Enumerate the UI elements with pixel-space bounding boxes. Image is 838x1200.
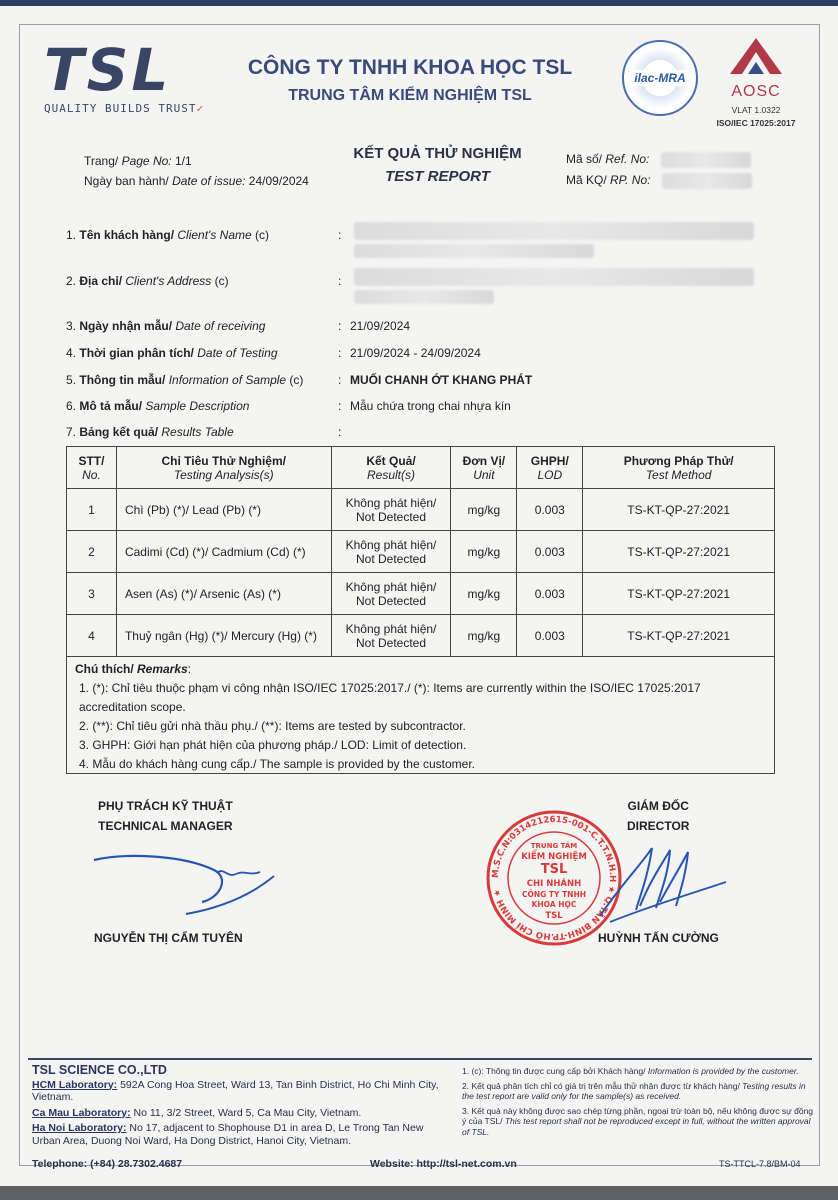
- cell-lod: 0.003: [517, 531, 583, 573]
- stamp-line: TSL: [540, 862, 568, 877]
- tsl-logo: [44, 36, 205, 115]
- aosc-iso: ISO/IEC 17025:2017: [716, 118, 796, 128]
- report-meta-right: [566, 149, 752, 191]
- check-icon: ✓: [196, 102, 205, 115]
- center-name: TRUNG TÂM KIỂM NGHIỆM TSL: [288, 87, 532, 104]
- cell-unit: mg/kg: [451, 615, 517, 657]
- client-name-redacted: [354, 222, 754, 240]
- technical-manager-name: NGUYỄN THỊ CẨM TUYÊN: [94, 931, 243, 945]
- cell-no: 2: [67, 531, 117, 573]
- remark-item: 3. GHPH: Giới hạn phát hiện của phương pháp./ LOD: Limit of detection.: [79, 738, 467, 752]
- footer-website-link[interactable]: Website: http://tsl-net.com.vn: [370, 1158, 517, 1170]
- footer-divider: [28, 1058, 812, 1060]
- cell-result: Không phát hiện/ Not Detected: [331, 531, 451, 573]
- logo-tagline: QUALITY BUILDS TRUST✓: [44, 102, 205, 115]
- aosc-accreditation-mark: [706, 36, 806, 128]
- cell-no: 1: [67, 489, 117, 531]
- page-number: 1/1: [174, 154, 192, 168]
- footer-lab-camau: Ca Mau Laboratory: No 11, 3/2 Street, Ward 5, Ca Mau City, Vietnam.: [32, 1106, 362, 1119]
- stamp-line: CHI NHÁNH: [526, 879, 582, 889]
- cell-method: TS-KT-QP-27:2021: [583, 573, 775, 615]
- results-table: [66, 446, 775, 657]
- company-heading: [210, 56, 610, 105]
- ref-number-line: Mã số/ Ref. No:: [566, 149, 752, 170]
- footer-note: 3. Kết quả này không được sao chép từng phần, ngoại trừ toàn bộ, nếu không được sự đồng ý của TSL/ This test report shall not be reproduced except in full, without the written approval of TSL.: [462, 1105, 814, 1137]
- report-title-vi: KẾT QUẢ THỬ NGHIỆM: [353, 145, 522, 162]
- page-number-line: Trang/ Page No: 1/1: [84, 154, 192, 168]
- header-lod: GHPH/ LOD: [517, 447, 583, 489]
- cell-lod: 0.003: [517, 489, 583, 531]
- remark-item: 2. (**): Chỉ tiêu gửi nhà thầu phụ./ (**): Items are tested by subcontractor.: [79, 719, 466, 733]
- header-no: STT/ No.: [67, 447, 117, 489]
- info-results-table: 7. Bảng kết quả/ Results Table :: [66, 425, 342, 439]
- stamp-line: KHOA HỌC: [531, 900, 577, 909]
- table-header-row: [67, 447, 775, 489]
- header-unit: Đơn Vị/ Unit: [451, 447, 517, 489]
- table-row: [67, 615, 775, 657]
- stamp-line: TRUNG TÂM: [530, 842, 578, 850]
- cell-unit: mg/kg: [451, 489, 517, 531]
- cell-method: TS-KT-QP-27:2021: [583, 615, 775, 657]
- remark-item: 1. (*): Chỉ tiêu thuộc phạm vi công nhận ISO/IEC 17025:2017./ (*): Items are currently within the ISO/IEC 17025:2017 accreditation scope.: [79, 681, 701, 714]
- table-row: [67, 573, 775, 615]
- director-title: GIÁM ĐỐC DIRECTOR: [627, 799, 690, 833]
- stamp-ring-text: M.S.C.N:0314212615-001-C.T.T.N.H.H ★ Q.TÂN BÌNH-TP.HỒ CHÍ MINH ★: [490, 814, 618, 942]
- cell-analysis: Thuỷ ngân (Hg) (*)/ Mercury (Hg) (*): [116, 615, 331, 657]
- cell-method: TS-KT-QP-27:2021: [583, 489, 775, 531]
- sample-info-value: MUỐI CHANH ỚT KHANG PHÁT: [350, 373, 533, 387]
- director-signature-icon: [590, 836, 730, 926]
- stamp-line: TSL: [545, 911, 563, 921]
- footer-note: 2. Kết quả phân tích chỉ có giá trị trên mẫu thử nhận được từ khách hàng/ Testing results in the test report are valid only for the sample(s) as received.: [462, 1080, 806, 1101]
- logo-mark: TSL: [44, 36, 172, 104]
- cell-result: Không phát hiện/ Not Detected: [331, 573, 451, 615]
- footer-company-name: TSL SCIENCE CO.,LTD: [32, 1063, 167, 1077]
- cell-no: 4: [67, 615, 117, 657]
- info-sample-description: 6. Mô tả mẫu/ Sample Description : Mẫu chứa trong chai nhựa kín: [66, 399, 511, 413]
- header-method: Phương Pháp Thử/ Test Method: [583, 447, 775, 489]
- company-name: CÔNG TY TNHH KHOA HỌC TSL: [247, 56, 573, 79]
- sample-description-value: Mẫu chứa trong chai nhựa kín: [350, 399, 511, 413]
- client-address-redacted-2: [354, 290, 494, 304]
- bottom-edge-bar: [0, 1186, 838, 1200]
- info-date-testing: 4. Thời gian phân tích/ Date of Testing : 21/09/2024 - 24/09/2024: [66, 346, 481, 360]
- cell-result: Không phát hiện/ Not Detected: [331, 615, 451, 657]
- cell-lod: 0.003: [517, 573, 583, 615]
- ref-number-redacted: [661, 152, 751, 168]
- cell-unit: mg/kg: [451, 531, 517, 573]
- client-address-redacted: [354, 268, 754, 286]
- cell-no: 3: [67, 573, 117, 615]
- footer-form-code: TS-TTCL-7.8/BM-04: [719, 1159, 801, 1169]
- table-row: [67, 531, 775, 573]
- remarks-box: [66, 656, 775, 774]
- rp-number-redacted: [662, 173, 752, 189]
- header-result: Kết Quả/ Result(s): [331, 447, 451, 489]
- cell-result: Không phát hiện/ Not Detected: [331, 489, 451, 531]
- date-testing-value: 21/09/2024 - 24/09/2024: [350, 346, 481, 360]
- ilac-mra-seal-icon: [622, 40, 698, 116]
- footer-lab-hanoi: Ha Noi Laboratory: No 17, adjacent to Shophouse D1 in area D, Le Trong Tan New Urban Area, Duong Noi Ward, Ha Dong District, Hanoi City, Vietnam.: [32, 1122, 424, 1147]
- cell-analysis: Chì (Pb) (*)/ Lead (Pb) (*): [116, 489, 331, 531]
- info-client-address: 2. Địa chỉ/ Client's Address (c) :: [66, 274, 229, 288]
- aosc-vlat: VLAT 1.0322: [731, 105, 781, 115]
- stamp-line: KIỂM NGHIỆM: [521, 852, 587, 862]
- aosc-triangle-icon: [726, 36, 786, 76]
- rp-number-line: Mã KQ/ RP. No:: [566, 170, 752, 191]
- report-title-en: TEST REPORT: [385, 168, 490, 185]
- technical-manager-signature-icon: [90, 848, 280, 918]
- report-title: [310, 145, 565, 185]
- stamp-line: CÔNG TY TNHH: [521, 890, 587, 899]
- footer-notes: [462, 1066, 814, 1141]
- footer-company-info: [32, 1064, 452, 1147]
- cell-analysis: Cadimi (Cd) (*)/ Cadmium (Cd) (*): [116, 531, 331, 573]
- date-receiving-value: 21/09/2024: [350, 319, 411, 333]
- table-row: [67, 489, 775, 531]
- cell-lod: 0.003: [517, 615, 583, 657]
- info-client-name: 1. Tên khách hàng/ Client's Name (c) :: [66, 228, 269, 242]
- client-name-redacted-2: [354, 244, 594, 258]
- footer-note: 1. (c): Thông tin được cung cấp bởi Khách hàng/ Information is provided by the customer.: [462, 1066, 799, 1076]
- ilac-label: ilac-MRA: [634, 71, 686, 85]
- info-date-receiving: 3. Ngày nhận mẫu/ Date of receiving : 21/09/2024: [66, 319, 411, 333]
- cell-unit: mg/kg: [451, 573, 517, 615]
- report-meta-left: [84, 151, 309, 191]
- issue-date: 24/09/2024: [248, 174, 309, 188]
- aosc-label: AOSC: [731, 83, 781, 100]
- issue-date-line: Ngày ban hành/ Date of issue: 24/09/2024: [84, 174, 309, 188]
- header-analysis: Chỉ Tiêu Thử Nghiệm/ Testing Analysis(s): [116, 447, 331, 489]
- cell-analysis: Asen (As) (*)/ Arsenic (As) (*): [116, 573, 331, 615]
- cell-method: TS-KT-QP-27:2021: [583, 531, 775, 573]
- footer-lab-hcm: HCM Laboratory: 592A Cong Hoa Street, Ward 13, Tan Binh District, Ho Chi Minh City, Vietnam.: [32, 1078, 439, 1103]
- director-name: HUỲNH TẤN CƯỜNG: [598, 931, 719, 945]
- technical-manager-title: PHỤ TRÁCH KỸ THUẬT TECHNICAL MANAGER: [98, 799, 233, 833]
- remark-item: 4. Mẫu do khách hàng cung cấp./ The sample is provided by the customer.: [79, 757, 476, 771]
- remarks-title: Chú thích/ Remarks:: [75, 662, 192, 676]
- footer-telephone: Telephone: (+84) 28.7302.4687: [32, 1158, 183, 1170]
- info-sample: 5. Thông tin mẫu/ Information of Sample (c) : MUỐI CHANH ỚT KHANG PHÁT: [66, 373, 533, 387]
